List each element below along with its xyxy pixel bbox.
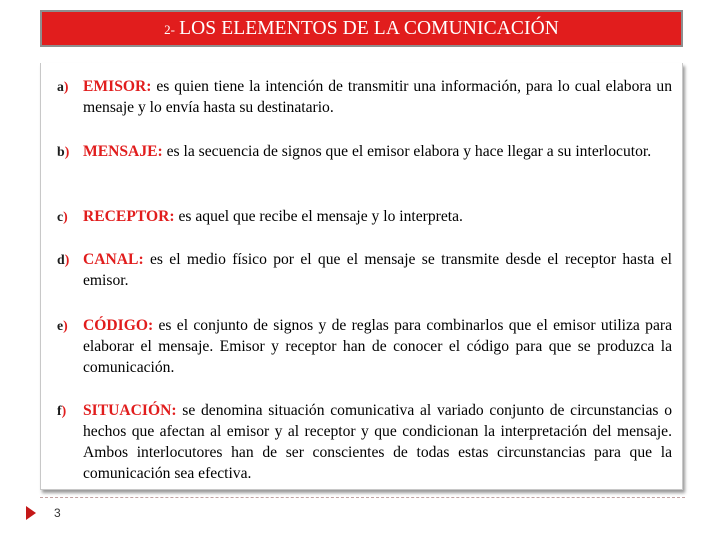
- content-box: [40, 63, 683, 490]
- footer-divider: [40, 497, 685, 498]
- item-text: CANAL: es el medio físico por el que el mensaje se transmite desde el receptor hasta el emisor.: [83, 251, 672, 289]
- item-text: CÓDIGO: es el conjunto de signos y de reglas para combinarlos que el emisor utiliza para elaborar el mensaje. Emisor y receptor han de conocer el código para que se produzca la comunicación.: [83, 317, 672, 376]
- item-letter: b): [57, 144, 70, 159]
- item-letter: a): [57, 79, 69, 94]
- item-letter: f): [57, 403, 67, 418]
- item-letter: c): [57, 209, 68, 224]
- item-term: CANAL:: [83, 251, 144, 268]
- page-number: 3: [54, 506, 61, 520]
- item-term: RECEPTOR:: [83, 208, 175, 225]
- item-letter: d): [57, 252, 70, 267]
- item-text: RECEPTOR: es aquel que recibe el mensaje y lo interpreta.: [83, 208, 463, 225]
- item-text: SITUACIÓN: se denomina situación comunicativa al variado conjunto de circunstancias o hechos que afectan al emisor y al receptor y que condicionan la interpretación del mensaje. Ambos interlocutores han de ser conscientes de todas estas circunstancias para que la comunicación sea efectiva.: [83, 402, 672, 482]
- list-item-codigo: [57, 315, 672, 378]
- item-text: MENSAJE: es la secuencia de signos que el emisor elabora y hace llegar a su interlocutor.: [83, 143, 652, 160]
- item-term: CÓDIGO:: [83, 317, 154, 334]
- list-item-mensaje: [57, 141, 672, 162]
- item-term: SITUACIÓN:: [83, 402, 177, 419]
- list-item-situacion: [57, 400, 672, 484]
- item-letter: e): [57, 318, 68, 333]
- slide-title: LOS ELEMENTOS DE LA COMUNICACIÓN: [179, 17, 559, 39]
- item-term: MENSAJE:: [83, 143, 163, 160]
- arrow-right-icon: [26, 506, 36, 520]
- list-item-receptor: [57, 206, 672, 227]
- list-item-canal: [57, 249, 672, 291]
- title-number: 2-: [164, 21, 176, 37]
- list-item-emisor: [57, 76, 672, 118]
- item-text: EMISOR: es quien tiene la intención de transmitir una información, para lo cual elabora un mensaje y lo envía hasta su destinatario.: [83, 78, 672, 116]
- item-term: EMISOR:: [83, 78, 152, 95]
- slide-title-banner: [40, 10, 683, 47]
